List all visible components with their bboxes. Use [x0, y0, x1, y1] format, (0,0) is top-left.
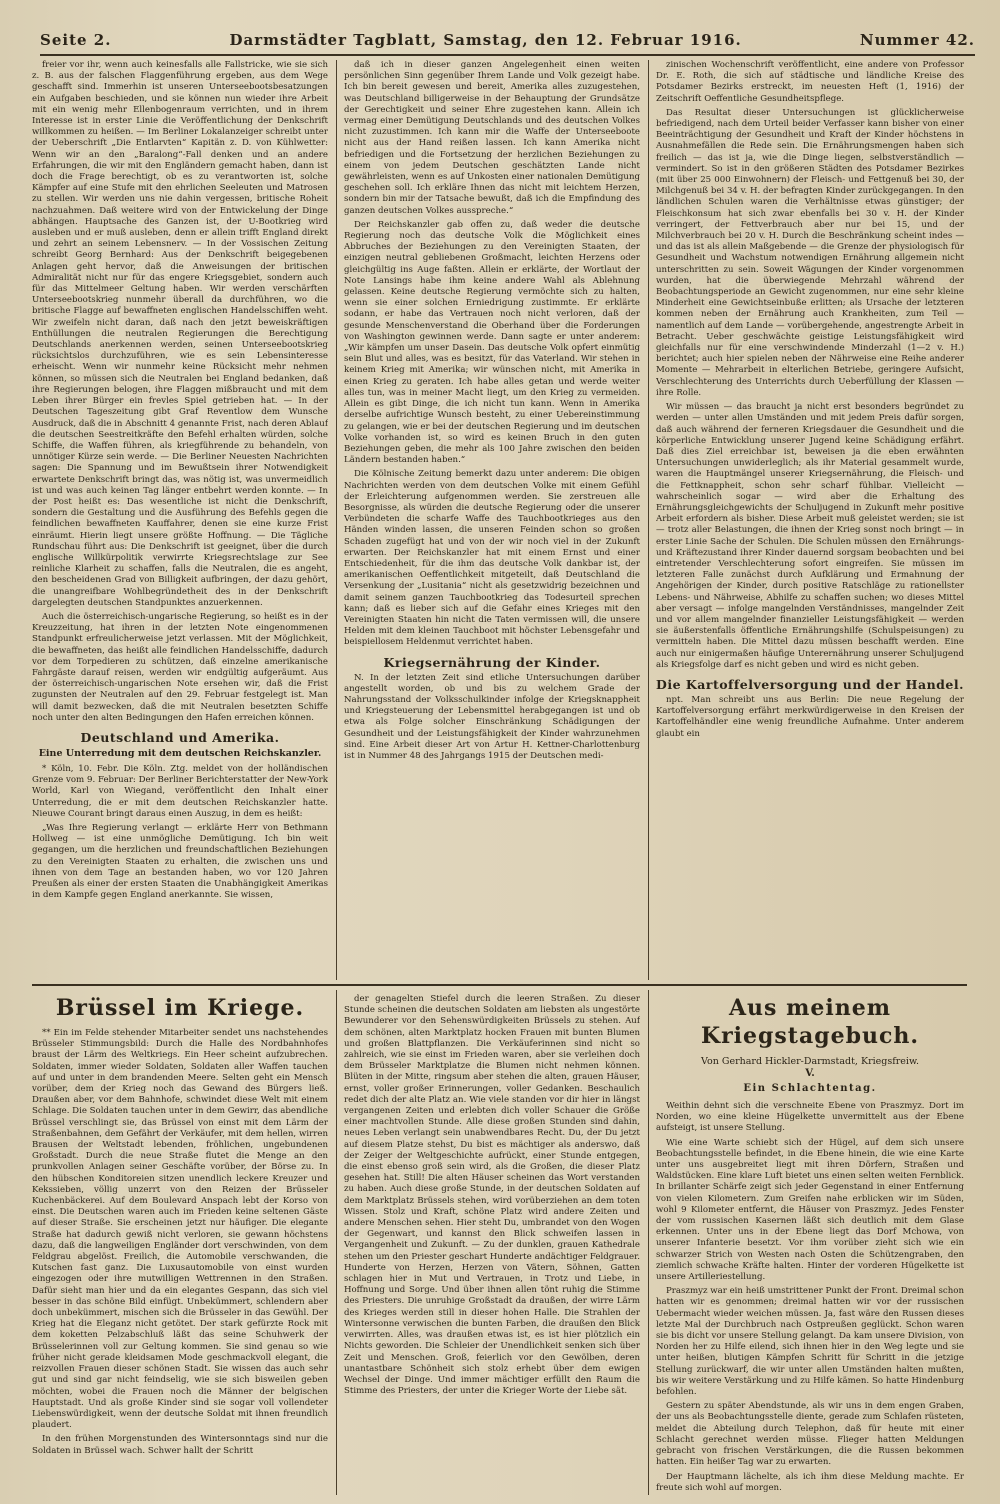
section-subheading: Eine Unterredung mit dem deutschen Reichskanzler. — [38, 747, 322, 759]
masthead: Darmstädter Tagblatt, Samstag, den 12. Februar 1916. — [229, 31, 742, 49]
article-text: „Was Ihre Regierung verlangt — erklärte Herr von Bethmann Hollweg — ist eine unmögliche Demütigung. Ich bin weit gegangen, um die herzlichen und freundschaftlichen Beziehungen zu den Vereinigten Staaten zu erhalten, die zwischen uns und ihnen von dem Tage an bestanden haben, wo vor 120 Jahren Preußen als einer der ersten Staaten die Unabhängigkeit Amerikas in dem Kampfe gegen England anerkannte. Sie wissen, — [32, 823, 328, 901]
article-text: Der Reichskanzler gab offen zu, daß weder die deutsche Regierung noch das deutsche Volk die Möglichkeit eines Abbruches der Beziehungen zu den Vereinigten Staaten, der einzigen neutral gebliebenen Großmacht, leichten Herzens oder gleichgültig ins Auge faßten. Allein er erklärte, der Wortlaut der Note Lansings habe ihm keine andere Wahl als Ablehnung gelassen. Keine deutsche Regierung vermöchte sich zu halten, wenn sie einer solchen Erniedrigung zustimmte. Er erklärte sodann, er habe das Vertrauen noch nicht verloren, daß der gesunde Menschenverstand die Oberhand über die Forderungen von Washington gewinnen werde. Dann sagte er unter anderem: „Wir kämpfen um unser Dasein. Das deutsche Volk opfert einmütig sein Blut und alles, was es besitzt, für das Vaterland. Wir stehen in keinem Krieg mit Amerika; wir wünschen nicht, mit Amerika in einen Krieg zu geraten. Ich habe alles getan und werde weiter alles tun, was in meiner Macht liegt, um den Krieg zu vermeiden. Allein es gibt Dinge, die ich nicht tun kann. Wenn in Amerika derselbe aufrichtige Wunsch besteht, zu einer Uebereinstimmung zu gelangen, wie er bei der deutschen Regierung und im deutschen Volke vorhanden ist, so wird es keinen Bruch in den guten Beziehungen geben, die mehr als 100 Jahre zwischen den beiden Ländern bestanden haben.“ — [344, 219, 640, 466]
article-text: zinischen Wochenschrift veröffentlicht, eine andere von Professor Dr. E. Roth, die sich auf städtische und ländliche Kreise des Potsdamer Bezirks erstreckt, im neuesten Heft (1, 1916) der Zeitschrift Oeffentliche Gesundheitspflege. — [656, 60, 964, 104]
article-text: npt. Man schreibt uns aus Berlin: Die neue Regelung der Kartoffelversorgung erfährt merkwürdigerweise in den Kreisen der Kartoffelhändler eine wenig freundliche Aufnahme. Unter anderem glaubt ein — [656, 694, 964, 739]
byline: Von Gerhard Hickler-Darmstadt, Kriegsfreiw. — [701, 1056, 919, 1067]
issue-number: Nummer 42. — [859, 31, 975, 49]
column-divider — [336, 990, 337, 1495]
article-text: Die Kölnische Zeitung bemerkt dazu unter anderem: Die obigen Nachrichten werden von dem deutschen Volke mit einem Gefühl der Erleichterung aufgenommen werden. Sie zerstreuen alle Besorgnisse, als würden die deutsche Regierung oder die unserer Verbündeten die scharfe Waffe des Tauchbootkrieges aus den Händen winden lassen, die unseren Feinden schon so großen Schaden zugefügt hat und von der wir noch viel in der Zukunft erwarten. Der Reichskanzler hat mit einem Ernst und einer Entschiedenheit, für die ihm das deutsche Volk dankbar ist, der amerikanischen Oeffentlichkeit mitgeteilt, daß Deutschland die Versenkung der „Lusitania“ nicht als gesetzwidrig bezeichnen und damit seinem ganzen Tauchbootkrieg das Todesurteil sprechen kann; daß es lieber sich auf die Gefahr eines Krieges mit den Vereinigten Staaten hin nicht die Taten vermissen will, die unsere Helden mit dem kleinen Tauchboot mit höchster Lebensgefahr und beispiellosem Heldenmut verrichtet haben. — [344, 469, 640, 648]
kriegstagebuch-title: Aus meinem Kriegstagebuch. — [700, 995, 920, 1049]
column-divider — [336, 60, 337, 980]
bruessel-column-1 — [32, 994, 328, 1494]
article-text: ** Ein im Felde stehender Mitarbeiter sendet uns nachstehendes Brüsseler Stimmungsbild: Durch die Halle des Nordbahnhofes braust der Lärm des Weltkriegs. Ein Heer scheint aufzubrechen. Soldaten, immer wieder Soldaten, Soldaten aller Waffen tauchen auf und unter in dem brandenden Meere. Selten geht ein Mensch vorüber, dem der Krieg noch das Gewand des Bürgers ließ. Draußen aber, vor dem Bahnhofe, schwindet diese Welt mit einem Schlage. Die Soldaten tauchen unter in dem Gewirr, das abendliche Brüssel verschlingt sie, das Brüssel von einst mit dem Lärm der Straßenbahnen, dem Gefährt der Verkäufer, mit dem hellen, wirren Brausen der Weltstadt lebenden, fröhlichen, ungebundenen Großstadt. Durch die neue Straße flutet die Menge an den prunkvollen Anlagen seiner Geschäfte vorüber, der Börse zu. In den hübschen Konditoreien sitzen unendlich leckere Kreuzer und Kekssieben, völlig unzerrt von den Reizen der Brüsseler Kuchenbäckerei. Auf dem Boulevard Anspach lebt der Korso von einst. Die Deutschen waren auch im Frieden keine seltenen Gäste auf dieser Straße. Sie erscheinen jetzt nur häufiger. Die elegante Straße hat dadurch gewiß nicht verloren, sie gewann höchstens dazu, daß die langweiligen Engländer dort verschwinden, von dem Feldgrau abgelöst. Freilich, die Automobile verschwanden, die Kutschen fast ganz. Die Luxusautomobile von einst wurden eingezogen oder ihre mutwilligen Wettrennen in den Straßen. Dafür sieht man hier und da ein elegantes Gespann, das sich viel besser in das schöne Bild einfügt. Unbekümmert, schlendern aber doch unbekümmert, mischen sich die Brüsseler in das Gewühl. Der Krieg hat die Eleganz nicht getötet. Der stark gefürzte Rock mit dem koketten Pelzabschluß läßt das seine Schuhwerk der Brüsselerinnen voll zur Geltung kommen. Sie sind genau so wie früher nicht gerade kleidsamen Mode geschmackvoll elegant, die reizvollen Frauen dieser schönen Stadt. Sie wissen das auch sehr gut und sind gar nicht feindselig, wie sie sich bisweilen geben möchten, wobei die Frauen noch die Männer der belgischen Hauptstadt. Und als große Kinder sind sie sogar voll vollendeter Liebenswürdigkeit, wenn der deutsche Soldat mit ihnen freundlich plaudert. — [32, 1028, 328, 1431]
column-divider — [648, 990, 649, 1495]
section-heading-deutschland-amerika: Deutschland und Amerika. — [80, 729, 280, 745]
page-header — [40, 28, 975, 52]
article-text: * Köln, 10. Febr. Die Köln. Ztg. meldet von der holländischen Grenze vom 9. Februar: Der Berliner Berichterstatter der New-York World, Karl von Wiegand, veröffentlicht den Inhalt einer Unterredung, die er mit dem deutschen Reichskanzler hatte. Nieuwe Courant bringt daraus einen Auszug, in dem es heißt: — [32, 763, 328, 819]
bruessel-column-2 — [344, 994, 640, 1494]
article-text: Das Resultat dieser Untersuchungen ist glücklicherweise befriedigend, nach dem Urteil beider Verfasser kann bisher von einer Beeinträchtigung der Gesundheit und Kraft der Kinder höchstens in Ausnahmefällen die Rede sein. Die Ernährungsmengen haben sich freilich — das ist ja, wie die Dinge liegen, selbstverständlich — vermindert. So ist in den größeren Städten des Potsdamer Bezirkes (mit über 25 000 Einwohnern) der Fleisch- und Fettgenuß bei 30, der Milchgenuß bei 34 v. H. der befragten Kinder zurückgegangen. In den ländlichen Schulen waren die Verhältnisse etwas günstiger; der Fleischkonsum hat sich zwar ebenfalls bei 30 v. H. der Kinder verringert, der Fettverbrauch aber nur bei 15, und der Milchverbrauch bei 20 v. H. Durch die Beschränkung scheint indes — und das ist als allein Maßgebende — die Grenze der physiologisch für Gesundheit und Wachstum notwendigen Ernährung allgemein nicht unterschritten zu sein. Soweit Wägungen der Kinder vorgenommen wurden, hat die überwiegende Mehrzahl während der Beobachtungsperiode an Gewicht zugenommen, nur eine sehr kleine Minderheit eine Gewichtseinbuße erlitten; als Ursache der letzteren kommen neben der Ernährung auch Krankheiten, zum Teil — namentlich auf dem Lande — vorübergehende, angestrengte Arbeit in Betracht. Ueber geschwächte geistige Leistungsfähigkeit wird gleichfalls nur für eine verschwindende Minderzahl (1—2 v. H.) berichtet; auch hier spielen neben der Nährweise eine Reihe anderer Momente — Mehrarbeit in elterlichen Betriebe, geringere Aufsicht, Verschlechterung des Unterrichts durch Ueberfüllung der Klassen — ihre Rolle. — [656, 107, 964, 398]
column-3 — [656, 60, 964, 980]
article-text: Weithin dehnt sich die verschneite Ebene von Praszmyz. Dort im Norden, wo eine kleine Hügelkette unvermittelt aus der Ebene aufsteigt, ist unsere Stellung. — [656, 1101, 964, 1134]
subtitle: Ein Schlachtentag. — [743, 1083, 877, 1094]
section-heading-kriegsernaehrung: Kriegsernährung der Kinder. — [383, 654, 601, 670]
column-2 — [344, 60, 640, 980]
article-text: daß ich in dieser ganzen Angelegenheit einen weiten persönlichen Sinn gegenüber Ihrem Lande und Volk gezeigt habe. Ich bin bereit gewesen und bereit, Amerika alles zuzugestehen, was Deutschland billigerweise in der Behauptung der Grundsätze der Gerechtigkeit und seiner Ehre zugestehen kann. Allein ich vermag einer Demütigung Deutschlands und des deutschen Volkes nicht zuzustimmen. Ich kann mir die Waffe der Unterseeboote nicht aus der Hand reißen lassen. Ich kann Amerika nicht befriedigen und die Fortsetzung der herzlichen Beziehungen zu einem von jedem Deutschen geschätzten Lande nicht gewährleisten, wenn es auf Unkosten einer nationalen Demütigung geschehen soll. Ich erkläre Ihnen das nicht mit leichtem Herzen, sondern bin mir der Tatsache bewußt, daß ich die Empfindung des ganzen deutschen Volkes ausspreche.“ — [344, 60, 640, 216]
article-text: Wir müssen — das braucht ja nicht erst besonders begründet zu werden — unter allen Umständen und mit jedem Preis dafür sorgen, daß auch während der ferneren Kriegsdauer die Gesundheit und die körperliche Entwicklung unserer Jugend keine Schädigung erfährt. Daß dies Ziel erreichbar ist, beweisen ja die eben erwähnten Untersuchungen unwiderleglich; als ihr Material gesammelt wurde, waren die Hauptmängel unserer Kriegsernährung, die Fleisch- und die Fettknappheit, schon sehr scharf fühlbar. Vielleicht — wahrscheinlich sogar — wird aber die Erhaltung des Ernährungsgleichgewichts der Schuljugend in Zukunft mehr positive Arbeit erfordern als bisher. Diese Arbeit muß geleistet werden; sie ist — trotz aller Belastungen, die ihnen der Krieg sonst noch bringt — in erster Linie Sache der Schulen. Die Schulen müssen den Ernährungs- und Kräftezustand ihrer Kinder dauernd sorgsam beobachten und bei eintretender Verschlechterung sofort eingreifen. Sie müssen im letzteren Falle zunächst durch Aufklärung und Ermahnung der Angehörigen der Kinder, durch positive Ratschläge zu rationellster Lebens- und Nährweise, Abhilfe zu schaffen suchen; wo dieses Mittel aber versagt — infolge mangelnden Verständnisses, mangelnder Zeit und vor allem mangelnder finanzieller Leistungsfähigkeit — werden sie äußerstenfalls öffentliche Ernährungshilfe (Schulspeisungen) zu vermitteln haben. Die Mittel dazu müssen beschafft werden. Eine auch nur einigermaßen häufige Unterernährung unserer Schuljugend als Kriegsfolge darf es nicht geben und wird es nicht geben. — [656, 402, 964, 670]
article-text: In den frühen Morgenstunden des Wintersonntags sind nur die Soldaten in Brüssel wach. Schwer hallt der Schritt — [32, 1434, 328, 1456]
article-text: freier vor ihr, wenn auch keinesfalls alle Fallstricke, wie sie sich z. B. aus der falschen Flaggenführung ergeben, aus dem Wege geschafft sind. Immerhin ist unseren Unterseebootsbesatzungen ein Aufgaben beschieden, und sie können nun wieder ihre Arbeit mit ein wenig mehr Ellenbogenraum verrichten, und in ihrem Interesse ist in erster Linie die Veröffentlichung der Denkschrift willkommen zu heißen. — Im Berliner Lokalanzeiger schreibt unter der Ueberschrift „Die Entlarvten“ Kapitän z. D. von Kühlwetter: Wenn wir an den „Baralong“-Fall denken und an andere Erfahrungen, die wir mit den Engländern gemacht haben, dann ist doch die Frage berechtigt, ob es zu verantworten ist, solche Kämpfer auf eine Stufe mit den ehrlichen Seeleuten und Matrosen zu stellen. Wir werden uns nie dahin vergessen, britische Roheit nachzuahmen. Daß weitere wird von der Entwickelung der Dinge abhängen. Hauptsache des Ganzen ist, der U-Bootkrieg wird ausleben und er muß ausleben, denn er allein trifft England direkt und zehrt an seinem Lebensnerv. — In der Vossischen Zeitung schreibt Georg Bernhard: Aus der Denkschrift beigegebenen Anlagen geht hervor, daß die Anweisungen der britischen Admiralität nicht nur für das engere Kriegsgebiet, sondern auch für das Mittelmeer Geltung haben. Wir werden verschärften Unterseebootskrieg nunmehr überall da durchführen, wo die britische Flagge auf bewaffneten englischen Handelsschiffen weht. Wir zweifeln nicht daran, daß nach den jetzt beweiskräftigen Enthüllungen die neutralen Regierungen die Berechtigung Deutschlands anerkennen werden, seinen Unterseebootskrieg rücksichtslos durchzuführen, wie es sein Lebensinteresse erheischt. Wenn wir nunmehr keine Rücksicht mehr nehmen können, so müssen sich die Neutralen bei England bedanken, daß ihre Regierungen belogen, ihre Flaggen mißbraucht und mit dem Leben ihrer Bürger ein frevles Spiel getrieben hat. — In der Deutschen Tageszeitung gibt Graf Reventlow dem Wunsche Ausdruck, daß die in Abschnitt 4 genannte Frist, nach deren Ablauf die deutschen Seestreitkräfte den Befehl erhalten würden, solche Schiffe, die Waffen führen, als kriegführende zu behandeln, von unnötiger Kürze sein werde. — Die Berliner Neuesten Nachrichten sagen: Die Spannung und im Bewußtsein ihrer Notwendigkeit erwartete Denkschrift bringt das, was nötig ist, was unvermeidlich ist und was auch keinen Tag länger entbehrt werden konnte. — In der Post heißt es: Das wesentliche ist nicht die Denkschrift, sondern die Gestaltung und die Ausführung des Befehls gegen die feindlichen bewaffneten Kauffahrer, denen sie eine kurze Frist einräumt. Hierin liegt unsere größte Hoffnung. — Die Tägliche Rundschau führt aus: Die Denkschrift ist geeignet, über die durch englische Willkürpolitik verwirrte Kriegsrechtslage zur See reinliche Klarheit zu schaffen, falls die Neutralen, die es angeht, den bescheidenen Grad von Billigkeit aufbringen, der dazu gehört, die unangreifbare Wohlbegründetheit des in der Denkschrift dargelegten deutschen Standpunktes anzuerkennen. — [32, 60, 328, 608]
column-1 — [32, 60, 328, 980]
article-text: Gestern zu später Abendstunde, als wir uns in dem engen Graben, der uns als Beobachtungsstelle diente, gerade zum Schlafen rüsteten, meldet die Abteilung durch Telephon, daß für heute mit einer Schlacht gerechnet werden müsse. Flieger hatten Meldungen gebracht von frischen Verstärkungen, die die Russen bekommen hatten. Ein heißer Tag war zu erwarten. — [656, 1401, 964, 1468]
header-rule — [40, 54, 975, 56]
article-text: Der Hauptmann lächelte, als ich ihm diese Meldung machte. Er freute sich wohl auf morgen. — [656, 1471, 964, 1493]
article-text: Auch die österreichisch-ungarische Regierung, so heißt es in der Kreuzzeitung, hat ihren in der letzten Note eingenommenen Standpunkt erfreulicherweise jetzt verlassen. Mit der Möglichkeit, die bewaffneten, das heißt alle feindlichen Handelsschiffe, dadurch vor dem Torpedieren zu schützen, daß einzelne amerikanische Fahrgäste darauf reisen, werden wir endgültig aufgeräumt. Aus der österreichisch-ungarischen Note ersehen wir, daß die Frist zugunsten der Neutralen auf den 29. Februar festgelegt ist. Man will damit bezwecken, daß die mit Neutralen besetzten Schiffe noch unter den alten Bedingungen den Hafen erreichen können. — [32, 611, 328, 723]
bruessel-title: Brüssel im Kriege. — [55, 995, 305, 1021]
page-number: Seite 2. — [40, 31, 112, 49]
part-number: V. — [805, 1068, 815, 1079]
section-rule — [32, 984, 967, 986]
article-text: der genagelten Stiefel durch die leeren Straßen. Zu dieser Stunde scheinen die deutschen Soldaten am liebsten als ungestörte Bewunderer vor den Sehenswürdigkeiten Brüssels zu stehen. Auf dem schönen, alten Marktplatz hocken Frauen mit bunten Blumen und großen Blattpflanzen. Die Verkäuferinnen sind nicht so zahlreich, wie sie einst im Frieden waren, aber sie verleihen doch dem Brüsseler Marktplatze die Blumen nicht nehmen können. Blüten in der Mitte, ringsum aber stehen die alten, grauen Häuser, ernst, voller großer Erinnerungen, voller Gedanken. Beschaulich redet dich der alte Platz an. Wie viele standen vor dir hier in längst vergangenen Zeiten und erlebten dich voller Schauer die Größe einer machtvollen Stunde. Alle diese großen Stunden sind dahin, neues Leben verlangt sein unabwendbares Recht. Du, der Du jetzt auf diesem Platze stehst, Du bist es mächtiger als anderswo, daß der Zeiger der Weltgeschichte aufrückt, einer Stunde entgegen, die einst ebenso groß sein wird, als die Großen, die dieser Platz gesehen hat. Still! Die alten Häuser scheinen das Wort verstanden zu haben. Auch diese große Stunde, in der deutschen Soldaten auf dem Marktplatz Brüssels stehen, wird vorüberziehen an dem toten Wissen. Stolz und Kraft, schöne Platz wird andere Zeiten und andere Menschen sehen. Hier steht Du, umbrandet von den Wogen der Gegenwart, und kannst den Blick schweifen lassen in Vergangenheit und Zukunft. — Zu der dunklen, grauen Kathedrale stehen um den Priester geschart Hunderte andächtiger Feldgrauer. Hunderte von Herzen, Herzen von Vätern, Söhnen, Gatten schlagen hier in Mut und Vertrauen, in Trotz und Liebe, in Hoffnung und Sorge. Und über ihnen allen tönt ruhig die Stimme des Priesters. Die unruhige Großstadt da draußen, der wirre Lärm des Krieges werden still in dieser hohen Halle. Die Strahlen der Wintersonne verwischen die bunten Farben, die draußen den Blick verwirrten. Alles, was draußen etwas ist, es ist hier plötzlich ein Nichts geworden. Die Schleier der Unendlichkeit senken sich über Zeit und Menschen. Groß, feierlich vor den Gewölben, deren unantastbare Schönheit sich stolz erhebt über dem ewigen Wechsel der Dinge. Und immer mächtiger erfüllt den Raum die Stimme des Priesters, der unter die Krieger Worte der Liebe sät. — [344, 994, 640, 1397]
column-divider — [648, 60, 649, 980]
article-text: N. In der letzten Zeit sind etliche Untersuchungen darüber angestellt worden, ob und bis zu welchem Grade der Nahrungsstand der Volksschulkinder infolge der Kriegsknappheit und Kriegsteuerung der Lebensmittel herabgegangen ist und ob etwa als Folge solcher Einschränkung Schädigungen der Gesundheit und der Leistungsfähigkeit der Kinder wahrzunehmen sind. Eine Arbeit dieser Art von Artur H. Kettner-Charlottenburg ist in Nummer 48 des Jahrgangs 1915 der Deutschen medi- — [344, 672, 640, 761]
section-heading-kartoffelversorgung: Die Kartoffelversorgung und der Handel. — [656, 676, 964, 692]
kriegstagebuch-column — [656, 994, 964, 1494]
article-text: Praszmyz war ein heiß umstrittener Punkt der Front. Dreimal schon hatten wir es genommen; dreimal hatten wir vor der russischen Uebermacht wieder weichen müssen. Ja, fast wäre den Russen dieses letzte Mal der Durchbruch nach Ostpreußen geglückt. Schon waren sie bis dicht vor unsere Stellung gelangt. Da kam unsere Division, von Norden her zu Hilfe eilend, sich ihnen hier in den Weg legte und sie unter heißen, blutigen Kämpfen Schritt für Schritt in die jetzige Stellung zurückwarf, die wir unter allen Umständen halten mußten, bis wir weitere Verstärkung und zu Hilfe kämen. So hatte Hindenburg befohlen. — [656, 1286, 964, 1398]
article-text: Wie eine Warte schiebt sich der Hügel, auf dem sich unsere Beobachtungsstelle befindet, in die Ebene hinein, die wie eine Karte unter uns ausgebreitet liegt mit ihren Dörfern, Straßen und Waldstücken. Eine klare Luft bietet uns einen selten weiten Fernblick. In brillanter Schärfe zeigt sich jeder Gegenstand in einer Entfernung von vielen Kilometern. Zum Greifen nahe erblicken wir im Süden, wohl 9 Kilometer entfernt, die Häuser von Praszmyz. Jedes Fenster der vom russischen Kasernen läßt sich deutlich mit dem Glase erkennen. Unter uns in der Ebene liegt das Dorf Mchowa, von unserer Infanterie besetzt. Vor ihm vorüber zieht sich wie ein schwarzer Strich von Westen nach Osten die Schützengraben, den ziemlich schwache Kräfte halten. Hinter der vorderen Hügelkette ist unsere Artilleriestellung. — [656, 1137, 964, 1283]
